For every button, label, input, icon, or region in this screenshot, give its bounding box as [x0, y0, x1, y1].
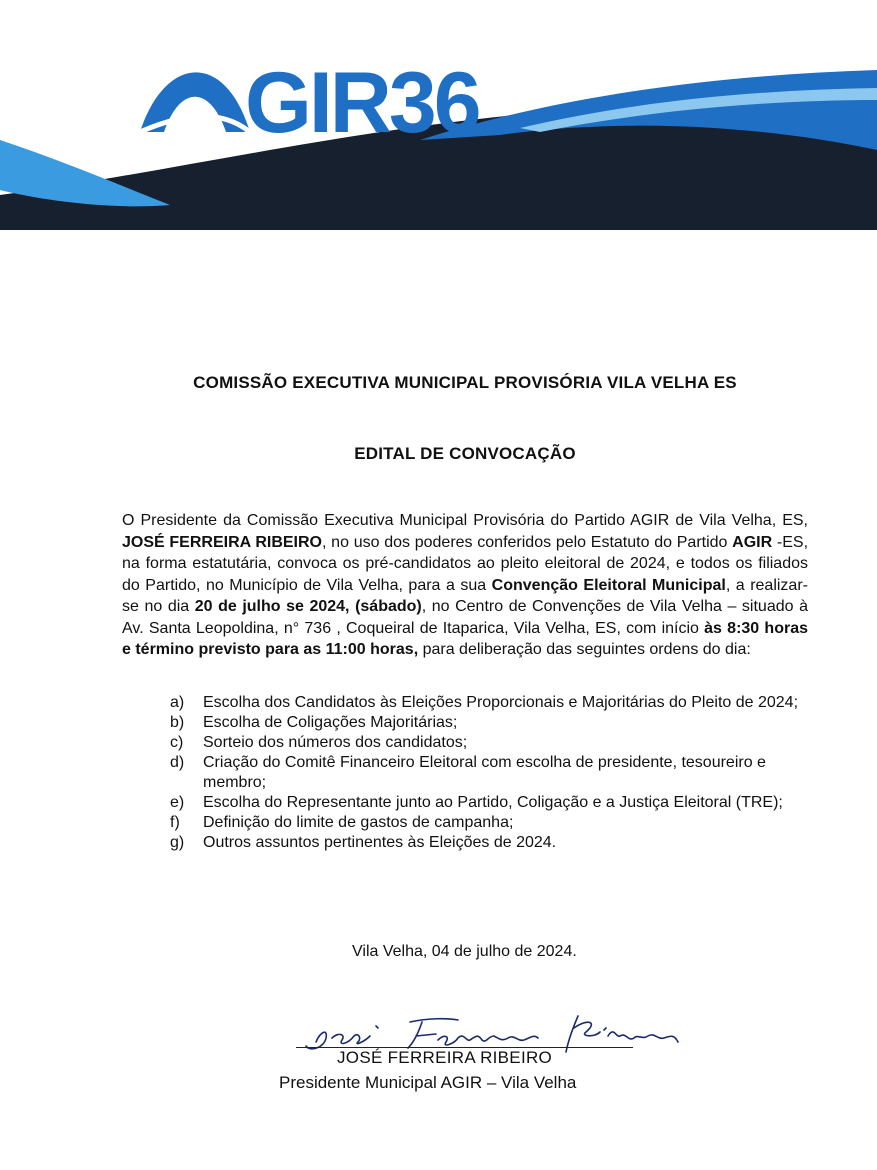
- event-name: Convenção Eleitoral Municipal: [491, 576, 726, 594]
- place-date: Vila Velha, 04 de julho de 2024.: [352, 943, 577, 960]
- event-date: 20 de julho se 2024, (sábado): [194, 598, 422, 615]
- body-text: -ES, na forma estatutária, convoca os pré-candidatos ao pleito eleitoral de 2024, e todos os filiados do Partido, no Município de Vila Velha, para a sua: [122, 533, 809, 594]
- list-item-text: Outros assuntos pertinentes às Eleições de 2024.: [203, 834, 557, 851]
- list-item: [170, 733, 810, 753]
- list-item-letter: f): [170, 814, 180, 831]
- list-item-letter: g): [170, 834, 185, 851]
- body-text: , a realizar-se no dia: [122, 576, 808, 615]
- party-name: AGIR: [732, 533, 773, 551]
- list-item-text: Criação do Comitê Financeiro Eleitoral com escolha de presidente, tesoureiro e membro;: [203, 754, 766, 791]
- list-item-text: Escolha de Coligações Majoritárias;: [203, 714, 458, 731]
- signer-role: Presidente Municipal AGIR – Vila Velha: [279, 1073, 577, 1092]
- list-item-letter: c): [170, 734, 184, 751]
- list-item: [170, 813, 810, 833]
- list-item-text: Escolha dos Candidatos às Eleições Proporcionais e Majoritárias do Pleito de 2024;: [203, 694, 799, 711]
- body-text: , no uso dos poderes conferidos pelo Estatuto do Partido: [322, 533, 733, 551]
- list-item: [170, 713, 810, 733]
- wave-banner-graphic: [0, 0, 877, 240]
- list-item: [170, 793, 810, 813]
- body-text: O Presidente da Comissão Executiva Municipal Provisória do Partido AGIR de Vila Velha, ES,: [122, 512, 808, 529]
- list-item: [170, 833, 810, 853]
- list-item-text: Escolha do Representante junto ao Partido, Coligação e a Justiça Eleitoral (TRE);: [203, 794, 783, 811]
- agenda-list: [170, 693, 810, 853]
- svg-text:GIR36: GIR36: [245, 55, 479, 151]
- list-item: [170, 693, 810, 713]
- agir36-logo: [140, 55, 479, 151]
- event-time: às 8:30 horas e término previsto para as 11:00 horas,: [122, 619, 809, 658]
- list-item-text: Definição do limite de gastos de campanha;: [203, 814, 514, 831]
- document-title: EDITAL DE CONVOCAÇÃO: [354, 444, 576, 463]
- list-item-letter: b): [170, 714, 185, 731]
- list-item-letter: a): [170, 694, 185, 711]
- convocation-paragraph: [122, 510, 808, 661]
- signer-name: JOSÉ FERREIRA RIBEIRO: [337, 1048, 553, 1067]
- list-item: [170, 753, 810, 793]
- president-name: JOSÉ FERREIRA RIBEIRO: [122, 533, 322, 551]
- page-heading: COMISSÃO EXECUTIVA MUNICIPAL PROVISÓRIA VILA VELHA ES: [193, 373, 737, 392]
- body-text: para deliberação das seguintes ordens do dia:: [418, 641, 751, 658]
- list-item-letter: e): [170, 794, 185, 811]
- body-text: , no Centro de Convenções de Vila Velha – situado à Av. Santa Leopoldina, n° 736 , Coqueiral de Itaparica, Vila Velha, ES, com início: [122, 598, 808, 637]
- list-item-letter: d): [170, 754, 185, 771]
- header-banner: [0, 0, 877, 240]
- list-item-text: Sorteio dos números dos candidatos;: [203, 734, 468, 751]
